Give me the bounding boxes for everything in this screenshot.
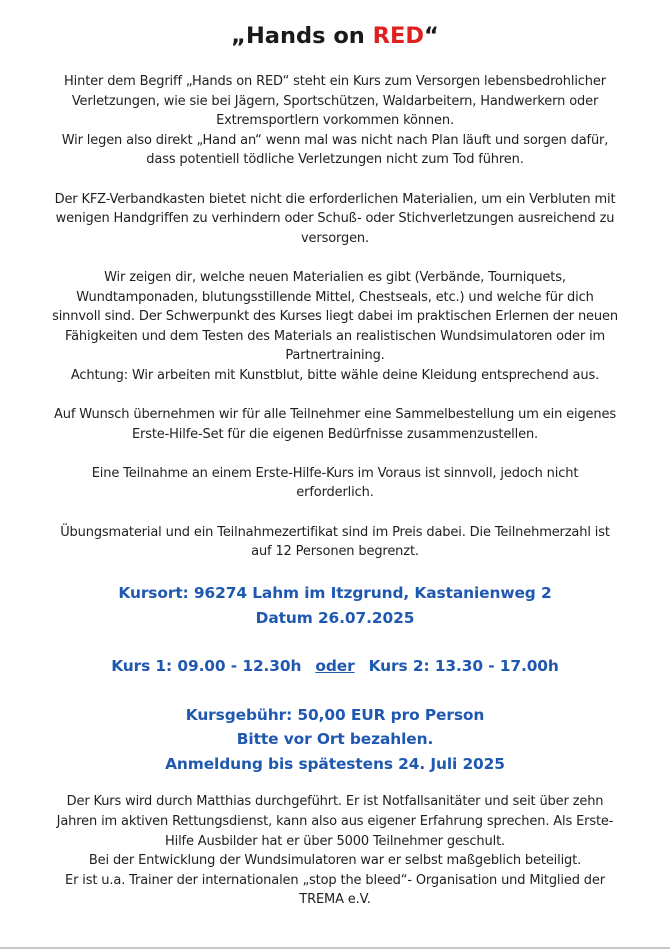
prerequisite-paragraph: [6, 464, 664, 503]
text-line: Partnertraining.: [285, 348, 385, 364]
text-line: Wundtamponaden, blutungsstillende Mittel, Chestseals, etc.) und welche für dich: [76, 289, 594, 305]
text-line: Erste-Hilfe-Set für die eigenen Bedürfnisse zusammenzustellen.: [131, 426, 539, 442]
included-paragraph: [6, 523, 664, 562]
text-line: Wir legen also direkt „Hand an“ wenn mal was nicht nach Plan läuft und sorgen dafür,: [61, 132, 609, 148]
text-line: Bei der Entwicklung der Wundsimulatoren war er selbst maßgeblich beteiligt.: [88, 853, 582, 869]
text-line: Auf Wunsch übernehmen wir für alle Teilnehmer eine Sammelbestellung um ein eigenes: [54, 407, 616, 423]
title-highlight: RED: [372, 23, 425, 49]
payment-note: Bitte vor Ort bezahlen.: [236, 730, 434, 749]
text-line: dass potentiell tödliche Verletzungen nicht zum Tod führen.: [146, 152, 524, 168]
text-line: Verletzungen, wie sie bei Jägern, Sportschützen, Waldarbeitern, Handwerkern oder: [71, 93, 599, 109]
text-line: Hinter dem Begriff „Hands on RED“ steht ein Kurs zum Versorgen lebensbedrohlicher: [64, 74, 606, 89]
group-order-paragraph: [6, 405, 664, 444]
intro-paragraph: [6, 72, 664, 170]
course-fee: Kursgebühr: 50,00 EUR pro Person: [185, 705, 485, 724]
materials-paragraph: [6, 268, 664, 386]
course-date: Datum 26.07.2025: [255, 608, 415, 627]
text-line: versorgen.: [300, 230, 369, 246]
text-line: Der Kurs wird durch Matthias durchgeführt. Er ist Notfallsanitäter und seit über zehn: [66, 794, 604, 810]
text-line: sinnvoll sind. Der Schwerpunkt des Kurses liegt dabei im praktischen Erlernen der neuen: [52, 309, 618, 325]
fee-block: [6, 703, 664, 777]
text-line: Wir zeigen dir, welche neuen Materialien es gibt (Verbände, Tourniquets,: [104, 269, 566, 285]
text-line: Extremsportlern vorkommen können.: [216, 113, 454, 129]
text-line: auf 12 Personen begrenzt.: [251, 544, 419, 560]
text-line: erforderlich.: [296, 485, 374, 501]
title-prefix: „Hands on: [231, 23, 373, 49]
text-line: TREMA e.V.: [299, 892, 371, 908]
kfz-paragraph: [6, 190, 664, 249]
text-line: Jahren im aktiven Rettungsdienst, kann also aus eigener Erfahrung sprechen. Als Erste-: [56, 814, 614, 830]
text-line: Eine Teilnahme an einem Erste-Hilfe-Kurs im Voraus ist sinnvoll, jedoch nicht: [91, 465, 579, 481]
page-title: [6, 22, 664, 50]
text-line: Fähigkeiten und dem Testen des Materials an realistischen Wundsimulatoren oder im: [64, 328, 606, 344]
course-location: Kursort: 96274 Lahm im Itzgrund, Kastanienweg 2: [118, 584, 552, 603]
title-suffix: “: [424, 23, 439, 49]
text-line: Der KFZ-Verbandkasten bietet nicht die erforderlichen Materialien, um ein Verbluten mit: [54, 191, 616, 207]
trainer-paragraph: [6, 792, 664, 910]
oder-connector: oder: [315, 657, 355, 676]
text-line: Übungsmaterial und ein Teilnahmezertifikat sind im Preis dabei. Die Teilnehmerzahl ist: [60, 524, 610, 540]
registration-deadline: Anmeldung bis spätestens 24. Juli 2025: [165, 754, 505, 773]
text-line: wenigen Handgriffen zu verhindern oder Schuß- oder Stichverletzungen ausreichend zu: [55, 211, 615, 227]
course-times: [6, 654, 664, 679]
course-2-time: Kurs 2: 13.30 - 17.00h: [368, 657, 559, 676]
location-date-block: [6, 581, 664, 630]
text-line: Achtung: Wir arbeiten mit Kunstblut, bitte wähle deine Kleidung entsprechend aus.: [70, 367, 600, 383]
text-line: Er ist u.a. Trainer der internationalen „stop the bleed“- Organisation und Mitglied der: [65, 872, 605, 888]
text-line: Hilfe Ausbilder hat er über 5000 Teilnehmer geschult.: [164, 833, 506, 849]
course-1-time: Kurs 1: 09.00 - 12.30h: [111, 657, 302, 676]
